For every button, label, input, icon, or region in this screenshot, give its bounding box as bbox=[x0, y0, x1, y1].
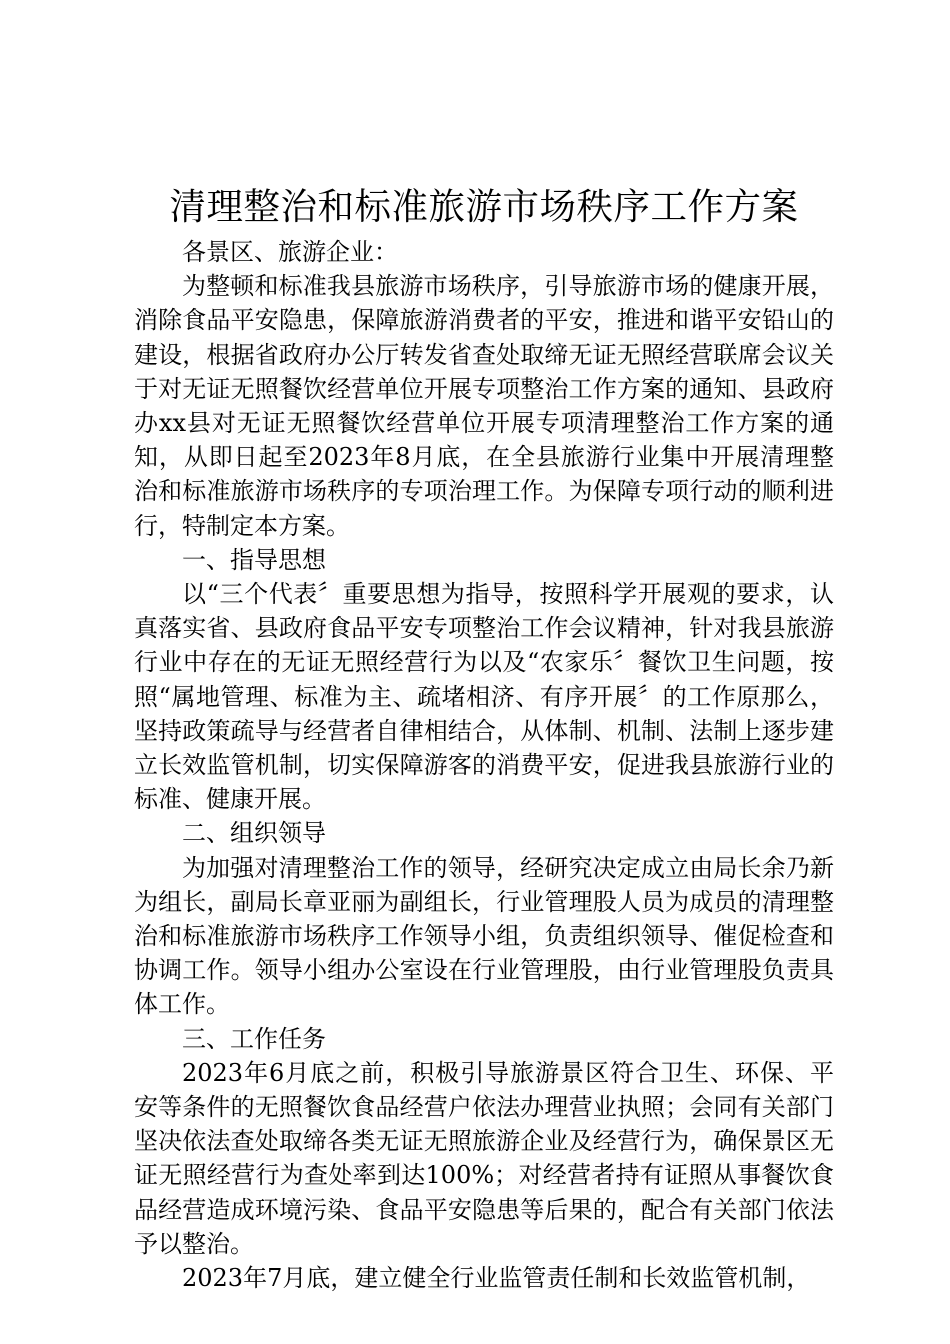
paragraph-task-july: 2023年7月底，建立健全行业监管责任制和长效监管机制， bbox=[182, 1264, 811, 1293]
salutation: 各景区、旅游企业： bbox=[182, 238, 398, 266]
section-heading-tasks: 三、工作任务 bbox=[182, 1024, 326, 1053]
paragraph-organization: 为加强对清理整治工作的领导，经研究决定成立由局长余乃新为组长，副局长章亚丽为副组长，行业管理股人员为成员的清理整治和标准旅游市场秩序工作领导小组，负责组织领导、催促检查和协调工作。领导小组办公室设在行业管理股，由行业管理股负责具体工作。 bbox=[134, 853, 834, 1019]
document-page bbox=[134, 183, 834, 1295]
paragraph-task-june: 2023年6月底之前，积极引导旅游景区符合卫生、环保、平安等条件的无照餐饮食品经营户依法办理营业执照；会同有关部门坚决依法查处取缔各类无证无照旅游企业及经营行为，确保景区无证无照经营行为查处率到达100%；对经营者持有证照从事餐饮食品经营造成环境污染、食品平安隐患等后果的，配合有关部门依法予以整治。 bbox=[134, 1058, 834, 1258]
section-heading-organization: 二、组织领导 bbox=[182, 819, 326, 848]
document-title: 清理整治和标准旅游市场秩序工作方案 bbox=[169, 185, 799, 228]
section-heading-guiding-ideology: 一、指导思想 bbox=[182, 545, 326, 574]
paragraph-intro: 为整顿和标准我县旅游市场秩序，引导旅游市场的健康开展，消除食品平安隐患，保障旅游消费者的平安，推进和谐平安铅山的建设，根据省政府办公厅转发省查处取缔无证无照经营联席会议关于对无证无照餐饮经营单位开展专项整治工作方案的通知、县政府办xx县对无证无照餐饮经营单位开展专项清理整治工作方案的通知，从即日起至2023年8月底，在全县旅游行业集中开展清理整治和标准旅游市场秩序的专项治理工作。为保障专项行动的顺利进行，特制定本方案。 bbox=[134, 272, 834, 540]
paragraph-guiding-ideology: 以“三个代表〞重要思想为指导，按照科学开展观的要求，认真落实省、县政府食品平安专项整治工作会议精神，针对我县旅游行业中存在的无证无照经营行为以及“农家乐〞餐饮卫生问题，按照“属地管理、标准为主、疏堵相济、有序开展〞的工作原那么，坚持政策疏导与经营者自律相结合，从体制、机制、法制上逐步建立长效监管机制，切实保障游客的消费平安，促进我县旅游行业的标准、健康开展。 bbox=[134, 580, 834, 814]
